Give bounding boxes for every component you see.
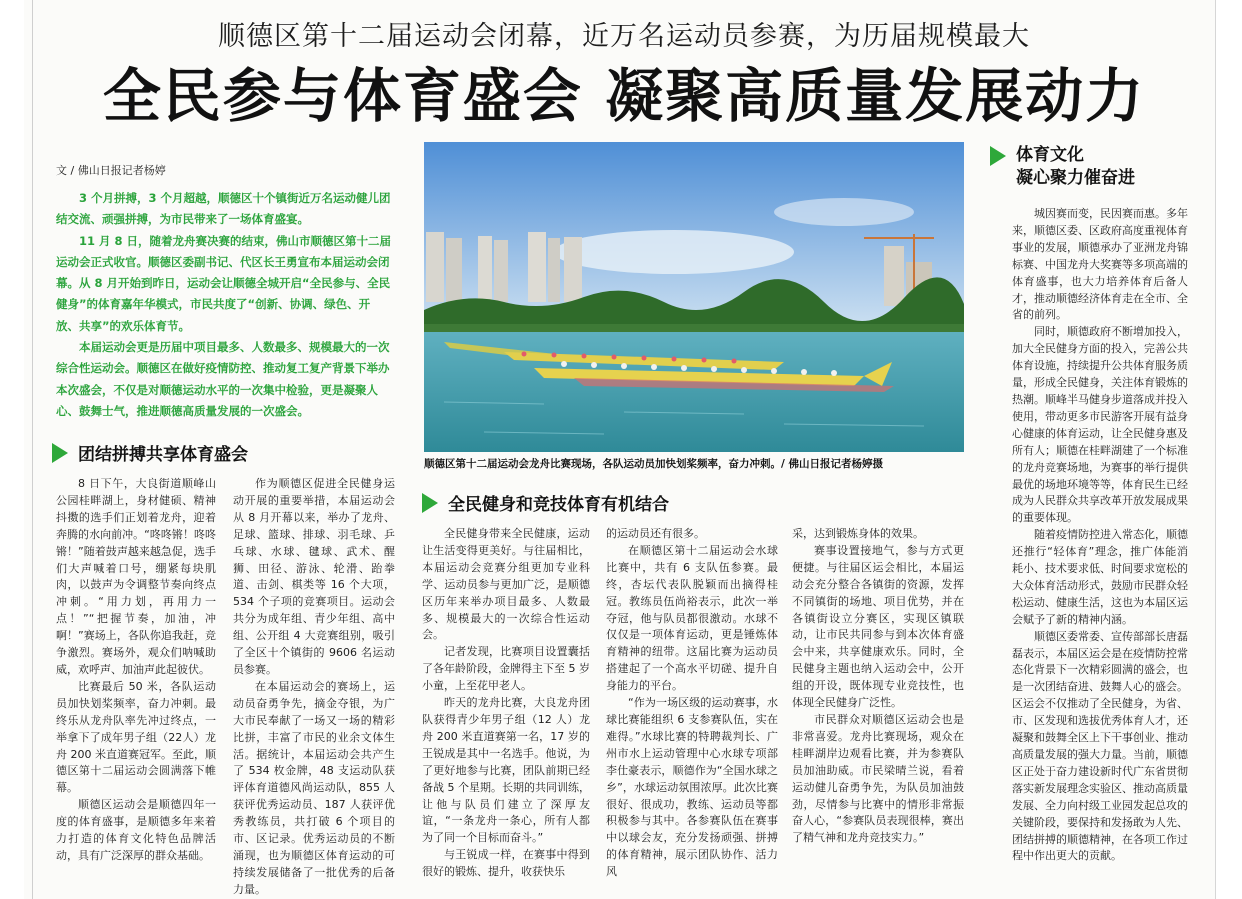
dragon-boat-photo xyxy=(424,142,964,452)
photo-caption: 顺德区第十二届运动会龙舟比赛现场，各队运动员加快划桨频率，奋力冲刺。/ 佛山日报记者杨婷摄 xyxy=(424,458,883,470)
byline: 文 / 佛山日报记者杨婷 xyxy=(56,164,166,177)
section-heading-culture xyxy=(990,144,1135,190)
page-left-margin xyxy=(0,0,24,899)
paragraph: 比赛最后 50 米，各队运动员加快划桨频率，奋力冲刺。最终乐从龙舟队率先冲过终点，一举拿下了成年男子组（22人）龙舟 200 米直道赛冠军。至此，顺德区第十二届运动会圆满落下帷幕。 xyxy=(56,679,216,795)
fitness-column-a xyxy=(422,526,590,886)
triangle-bullet-icon xyxy=(990,146,1006,166)
paragraph: 赛事设置接地气，参与方式更便捷。与往届区运会相比，本届运动会充分整合各镇街的资源，发挥不同镇街的场地、项目优势，并在各镇街设立分赛区，实现区镇联动，让市民共同参与到本次体育盛会中来，共享健康欢乐。同时，全民健身主题也纳入运动会中，公开组的开设，既体现专业竞技性，也体现全民健身广泛性。 xyxy=(792,543,964,710)
margin-rule xyxy=(32,0,33,899)
lead-paragraph: 本届运动会更是历届中项目最多、人数最多、规模最大的一次综合性运动会。顺德区在做好疫情防控、推动复工复产背景下举办本次盛会，不仅是对顺德运动水平的一次集中检验，更是凝聚人心、鼓舞士气，推进顺德高质量发展的一次盛会。 xyxy=(56,340,390,418)
lead-paragraphs xyxy=(56,188,392,422)
paragraph: 与王锐成一样，在赛事中得到很好的锻炼、提升，收获快乐 xyxy=(422,848,590,879)
culture-column xyxy=(1012,206,1188,888)
paragraph: “作为一场区级的运动赛事，水球比赛能组织 6 支参赛队伍，实在难得。”水球比赛的特聘裁判长、广州市水上运动管理中心水球专项部李仕豪表示，顺德作为“全国水球之乡”，水球运动氛围浓厚。此次比赛很好、很成功，教练、运动员等都积极参与其中。各参赛队伍在赛事中以球会友，充分发扬顽强、拼搏的体育精神，展示团队协作、活力风 xyxy=(606,696,778,879)
paragraph: 在本届运动会的赛场上，运动员奋勇争先，摘金夺银，为广大市民奉献了一场又一场的精彩比拼，丰富了市民的业余文体生活。据统计，本届运动会共产生了 534 枚金牌，48 支运动队获评体育道德风尚运动队，855 人获评优秀运动员、187 人获评优秀教练员，共打破 6 个项目的市、区记录。优秀运动员的不断涌现，也为顺德区体育运动的可持续发展储备了一批优秀的后备力量。 xyxy=(233,679,395,896)
paragraph: 记者发现，比赛项目设置囊括了各年龄阶段，金牌得主下至 5 岁小童，上至花甲老人。 xyxy=(422,645,590,693)
page-right-margin xyxy=(1215,0,1242,899)
triangle-bullet-icon xyxy=(422,493,438,513)
paragraph: 市民群众对顺德区运动会也是非常喜爱。龙舟比赛现场，观众在桂畔湖岸边观看比赛，并为参赛队员加油助威。市民梁晴兰说，看着运动健儿奋勇争先，为队员加油鼓劲，尽情参与比赛中的情形非常振奋人心，“参赛队员表现很棒，赛出了精气神和龙舟竞技实力。” xyxy=(792,712,964,845)
section-title-line1: 体育文化 xyxy=(1016,145,1084,165)
paragraph: 全民健身带来全民健康，运动让生活变得更美好。与往届相比，本届运动会竞赛分组更加专业科学、运动员参与更加广泛，是顺德区历年来举办项目最多、人数最多、规模最大的一次综合性运动会。 xyxy=(422,527,590,642)
article-subtitle: 顺德区第十二届运动会闭幕，近万名运动员参赛，为历届规模最大 xyxy=(218,21,1030,52)
section-heading-fitness xyxy=(422,490,669,515)
unity-column-a xyxy=(56,476,216,886)
paragraph: 昨天的龙舟比赛，大良龙舟团队获得青少年男子组（12 人）龙舟 200 米直道赛第一名，17 岁的王锐成是其中一名选手。他说，为了更好地参与比赛，团队前期已经备战 5 个星期。长期的共同训练，让他与队员们建立了深厚友谊，“一条龙舟一条心，所有人都为了同一个目标而奋斗。” xyxy=(422,696,590,845)
paragraph: 采，达到锻炼身体的效果。 xyxy=(792,527,924,540)
paragraph: 的运动员还有很多。 xyxy=(606,527,705,540)
paragraph: 作为顺德区促进全民健身运动开展的重要举措，本届运动会从 8 月开幕以来，举办了龙舟、足球、篮球、排球、羽毛球、乒乓球、水球、毽球、武术、醒狮、田径、游泳、轮滑、跆拳道、击剑、棋类等 16 个大项，534 个子项的竞赛项目。运动会共分为成年组、青少年组、高中组、公开组 4 大竞赛组别，吸引了全区十个镇街的 9606 名运动员参赛。 xyxy=(233,477,395,676)
paragraph: 同时，顺德政府不断增加投入，加大全民健身方面的投入，完善公共体育设施，持续提升公共体育服务质量，形成全民健身，关注体育锻炼的热潮。顺峰半马健身步道落成并投入使用，带动更多市民游客开展有益身心健康的体育运动，让全民健身惠及所有人；顺德在桂畔湖建了一个标准的龙舟竞赛场地，为赛事的举行提供最优的场地环境等等，体育民生已经成为人民群众共享改革开放发展成果的重要体现。 xyxy=(1012,325,1188,525)
section-title: 团结拼搏共享体育盛会 xyxy=(78,445,248,465)
lead-paragraph: 3 个月拼搏，3 个月超越，顺德区十个镇街近万名运动健儿团结交流、顽强拼搏，为市民带来了一场体育盛宴。 xyxy=(56,191,391,227)
paragraph: 顺德区运动会是顺德四年一度的体育盛事，是顺德多年来着力打造的体育文化特色品牌活动，具有广泛深厚的群众基础。 xyxy=(56,798,216,862)
paragraph: 在顺德区第十二届运动会水球比赛中，共有 6 支队伍参赛。最终，杏坛代表队脱颖而出摘得桂冠。教练员伍尚裕表示，此次一举夺冠，他与队员都很激动。水球不仅仅是一项体育运动，更是锤炼体育精神的纽带。这届比赛为运动员搭建起了一个高水平切磋、提升自身能力的平台。 xyxy=(606,543,778,693)
paragraph: 顺德区委常委、宣传部部长唐磊磊表示，本届区运会是在疫情防控常态化背景下一次精彩圆满的盛会，也是一次团结奋进、鼓舞人心的盛会。区运会不仅推动了全民健身，为省、市、区发现和选拔优秀体育人才，还凝聚和鼓舞全区上下干事创业、推动高质量发展的强大力量。当前，顺德区正处于奋力建设新时代广东省贯彻落实新发展理念实验区、推动高质量发展、全力向村级工业园发起总攻的关键阶段，要保持和发扬敢为人先、团结拼搏的顺德精神，在各项工作过程中作出更大的贡献。 xyxy=(1012,629,1188,863)
paragraph: 随着疫情防控进入常态化，顺德还推行“轻体育”理念，推广体能消耗小、技术要求低、时间要求宽松的大众体育活动形式，鼓励市民群众轻松运动、健康生活，这也为本届区运会赋予了新的精神内涵。 xyxy=(1012,528,1188,626)
section-title: 全民健身和竞技体育有机结合 xyxy=(448,495,669,515)
fitness-column-b xyxy=(606,526,778,886)
article-headline: 全民参与体育盛会 凝聚高质量发展动力 xyxy=(102,62,1146,130)
lead-paragraph: 11 月 8 日，随着龙舟赛决赛的结束，佛山市顺德区第十二届运动会正式收官。顺德区委副书记、代区长王勇宣布本届运动会闭幕。从 8 月开始到昨日，运动会让顺德全城开启“全民参与、全民健身”的体育嘉年华模式，市民共度了“创新、协调、绿色、开放、共享”的欢乐体育节。 xyxy=(56,233,392,333)
section-title-line2: 凝心聚力催奋进 xyxy=(1016,168,1135,188)
paragraph: 城因赛而变，民因赛而惠。多年来，顺德区委、区政府高度重视体育事业的发展，顺德承办了亚洲龙舟锦标赛、中国龙舟大奖赛等多项高端的体育盛事，也大力培养体育后备人才，推动顺德经济体育走在全市、全省的前列。 xyxy=(1012,207,1188,322)
fitness-column-c xyxy=(792,526,964,886)
unity-column-b xyxy=(233,476,395,896)
section-title xyxy=(1016,144,1135,190)
section-heading-unity xyxy=(52,440,248,465)
photo-image xyxy=(424,142,964,452)
paragraph: 8 日下午，大良街道顺峰山公园桂畔湖上，身材健硕、精神抖擞的选手们正划着龙舟，迎着奔腾的水向前冲。“咚咚锵！咚咚锵！”随着鼓声越来越急促，选手们大声喊着口号，绷紧每块肌肉，以鼓声为令调整节奏向终点冲刺。“用力划，再用力一点！”“把握节奏，加油，冲啊！”赛场上，各队你追我赶，竞争激烈。赛场外，观众们呐喊助威，欢呼声、加油声此起彼伏。 xyxy=(56,477,216,676)
triangle-bullet-icon xyxy=(52,443,68,463)
